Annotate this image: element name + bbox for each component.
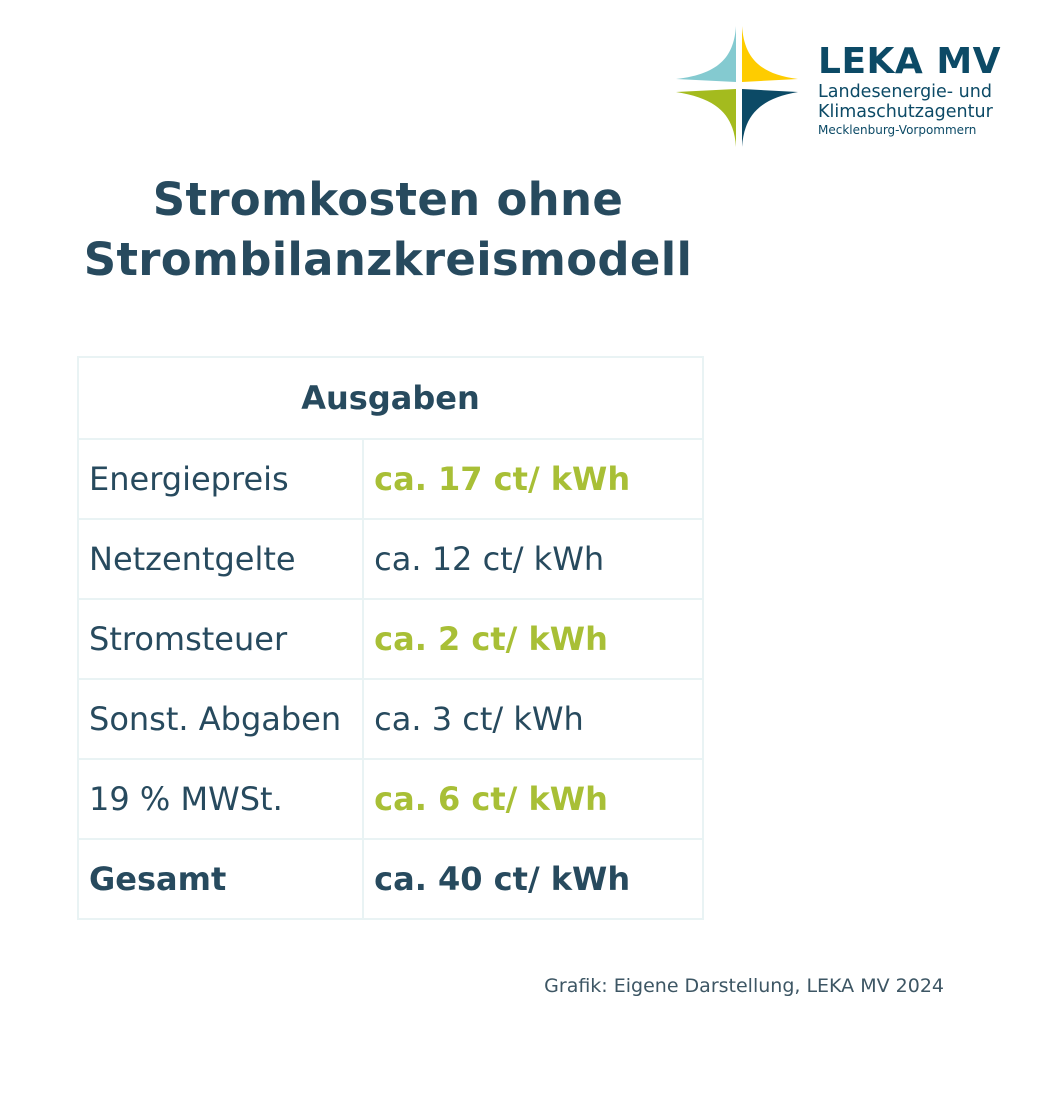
source-caption: Grafik: Eigene Darstellung, LEKA MV 2024 (544, 975, 944, 997)
row-label-stromsteuer: Stromsteuer (78, 599, 363, 679)
row-value-mwst: ca. 6 ct/ kWh (363, 759, 703, 839)
row-value-energiepreis: ca. 17 ct/ kWh (363, 439, 703, 519)
table-row (78, 759, 703, 839)
table-row (78, 599, 703, 679)
logo-subtitle-line2: Klimaschutzagentur (818, 102, 993, 122)
logo-subtitle-line1: Landesenergie- und (818, 82, 992, 102)
page-title (78, 170, 698, 290)
row-value-gesamt: ca. 40 ct/ kWh (363, 839, 703, 919)
cost-table (77, 356, 704, 920)
leka-star-logo-icon (676, 24, 798, 149)
logo-title: LEKA MV (818, 41, 1002, 82)
logo-subtitle-line3: Mecklenburg-Vorpommern (818, 123, 977, 137)
row-label-mwst: 19 % MWSt. (78, 759, 363, 839)
row-label-gesamt: Gesamt (78, 839, 363, 919)
row-label-energiepreis: Energiepreis (78, 439, 363, 519)
page-title-line1: Stromkosten ohne (152, 173, 624, 226)
row-label-netzentgelte: Netzentgelte (78, 519, 363, 599)
row-value-sonst-abgaben: ca. 3 ct/ kWh (363, 679, 703, 759)
table-header-row (78, 357, 703, 439)
row-value-stromsteuer: ca. 2 ct/ kWh (363, 599, 703, 679)
row-value-netzentgelte: ca. 12 ct/ kWh (363, 519, 703, 599)
leka-logo (676, 24, 1006, 149)
page-title-line2: Strombilanzkreismodell (83, 233, 693, 286)
table-row-total (78, 839, 703, 919)
table-row (78, 679, 703, 759)
table-row (78, 519, 703, 599)
table-header: Ausgaben (78, 357, 703, 439)
row-label-sonst-abgaben: Sonst. Abgaben (78, 679, 363, 759)
table-row (78, 439, 703, 519)
